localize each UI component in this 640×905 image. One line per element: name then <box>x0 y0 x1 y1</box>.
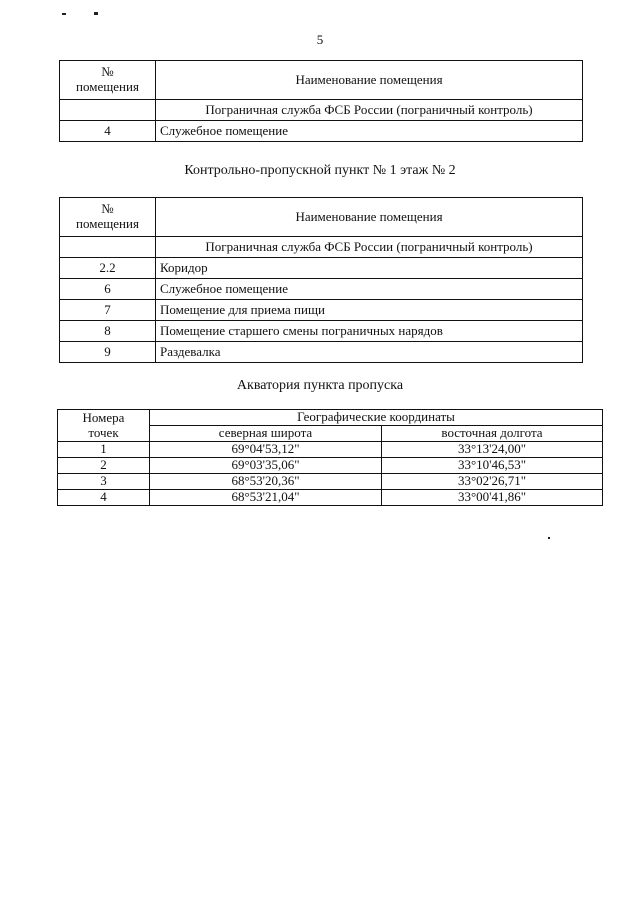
kpp-heading: Контрольно-пропускной пункт № 1 этаж № 2 <box>184 163 456 178</box>
col-points-header: Номера точек <box>58 410 150 442</box>
section-empty-cell <box>60 100 156 121</box>
page-number: 5 <box>316 32 324 47</box>
room-name: Помещение для приема пищи <box>156 300 583 321</box>
scan-mark <box>94 12 98 15</box>
room-number: 9 <box>60 342 156 363</box>
col-coords-header: Географические координаты <box>150 410 603 426</box>
latitude: 69°04'53,12" <box>150 442 382 458</box>
table-row <box>58 458 603 474</box>
scan-mark <box>62 13 66 15</box>
col-number-header: № помещения <box>60 61 156 100</box>
room-number: 8 <box>60 321 156 342</box>
point-number: 4 <box>58 490 150 506</box>
room-name: Помещение старшего смены пограничных нарядов <box>156 321 583 342</box>
point-number: 1 <box>58 442 150 458</box>
room-name: Коридор <box>156 258 583 279</box>
col-name-header: Наименование помещения <box>156 61 583 100</box>
col-lon-header: восточная долгота <box>382 426 603 442</box>
col-name-header: Наименование помещения <box>156 198 583 237</box>
longitude: 33°13'24,00" <box>382 442 603 458</box>
table-row <box>60 342 583 363</box>
section-row: Пограничная служба ФСБ России (пограничный контроль) <box>156 237 583 258</box>
col-lat-header: северная широта <box>150 426 382 442</box>
room-name: Служебное помещение <box>156 279 583 300</box>
table-row <box>60 279 583 300</box>
scan-mark <box>548 537 550 539</box>
latitude: 69°03'35,06" <box>150 458 382 474</box>
point-number: 3 <box>58 474 150 490</box>
point-number: 2 <box>58 458 150 474</box>
room-number: 7 <box>60 300 156 321</box>
akvatoriya-heading: Акватория пункта пропуска <box>236 378 404 393</box>
room-number: 4 <box>60 121 156 142</box>
latitude: 68°53'20,36" <box>150 474 382 490</box>
longitude: 33°02'26,71" <box>382 474 603 490</box>
rooms-table-1 <box>59 60 583 142</box>
rooms-table-2 <box>59 197 583 363</box>
table-row <box>58 490 603 506</box>
section-row: Пограничная служба ФСБ России (пограничный контроль) <box>156 100 583 121</box>
section-empty-cell <box>60 237 156 258</box>
table-row <box>60 321 583 342</box>
latitude: 68°53'21,04" <box>150 490 382 506</box>
room-name: Раздевалка <box>156 342 583 363</box>
longitude: 33°10'46,53" <box>382 458 603 474</box>
table-row <box>58 474 603 490</box>
room-number: 6 <box>60 279 156 300</box>
table-row <box>60 258 583 279</box>
col-number-header: № помещения <box>60 198 156 237</box>
longitude: 33°00'41,86" <box>382 490 603 506</box>
table-row <box>58 442 603 458</box>
coordinates-table <box>57 409 603 506</box>
table-row <box>60 300 583 321</box>
room-number: 2.2 <box>60 258 156 279</box>
room-name: Служебное помещение <box>156 121 583 142</box>
table-row <box>60 121 583 142</box>
